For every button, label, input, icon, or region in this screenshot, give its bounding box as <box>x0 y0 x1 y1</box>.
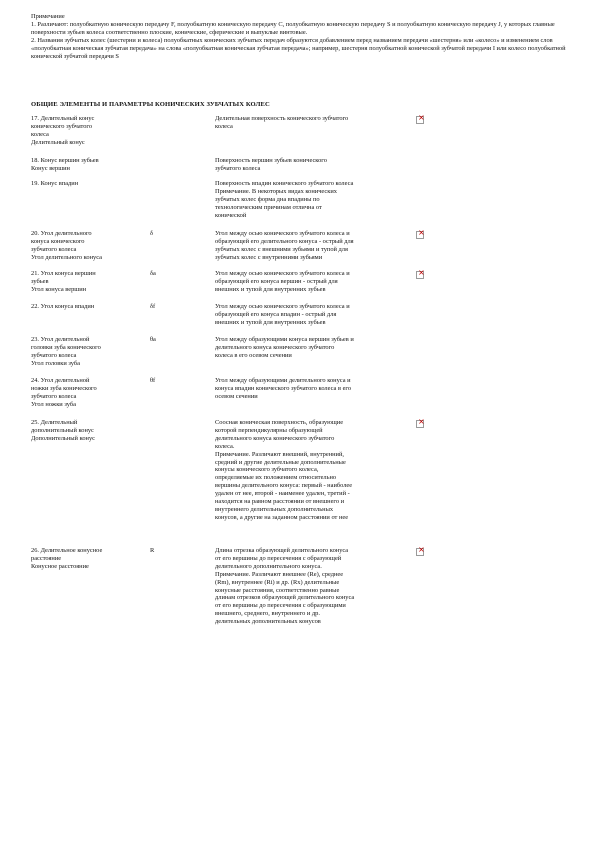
symbol-cell: δa <box>150 270 156 277</box>
definition-cell <box>215 303 410 327</box>
definition-line: внешнего, среднего, внутреннего и др. <box>215 610 320 618</box>
definition-line: зубчатого колеса <box>215 164 261 172</box>
term-line: зубчатого колеса <box>31 351 77 359</box>
definition-line: вершины делительного конуса: первый - наиболее <box>215 482 353 490</box>
term-line: 24. Угол делительной <box>31 377 90 384</box>
symbol-cell: δf <box>150 303 156 310</box>
definition-line: образующей его конуса вершин - острый для <box>215 277 338 285</box>
note-block <box>31 13 571 60</box>
definition-line: Примечание. В некоторых видах конических <box>215 187 337 195</box>
definition-cell <box>215 230 410 262</box>
definition-line: от его вершины до пересечения с образующей <box>215 554 342 562</box>
definition-line: длинам отрезков образующей делительного конуса <box>215 594 355 602</box>
symbol-cell: δ <box>150 230 154 237</box>
definition-line: определяемые их положением относительно <box>215 474 337 482</box>
definition-line: конусы конического зубчатого колеса, <box>215 466 319 474</box>
term-line: расстояние <box>31 554 62 562</box>
definition-line: Примечание. Различают внешний, внутренний, <box>215 450 344 458</box>
definition-line: от его вершины до пересечения с образующими <box>215 602 346 610</box>
definition-line: делительного конуса конического зубчатого <box>215 434 335 442</box>
term-line: 23. Угол делительной <box>31 336 90 343</box>
term-cell <box>31 230 139 262</box>
term-cell <box>31 180 139 188</box>
term-line: 26. Делительное конусное <box>31 547 103 554</box>
term-line: 25. Делительный <box>31 419 78 426</box>
broken-image-icon <box>416 271 424 279</box>
definition-line: Делительная поверхность конического зубчатого <box>215 115 349 122</box>
definition-cell <box>215 377 410 401</box>
note-paragraph-1: 1. Различают: полуобкатную коническую передачу F, полуобкатную коническую передачу С, полуобкатную коническую передачу S и полуобкатную коническую передачу J, у которых главные поверхности зубьев колеса соответственно плоские, конические, сферические и выпуклые винтовые. <box>31 20 555 36</box>
term-cell <box>31 419 139 443</box>
definition-line: конической <box>215 211 247 219</box>
term-line: Конусное расстояние <box>31 562 89 570</box>
term-line: 18. Конус вершин зубьев <box>31 157 99 164</box>
definition-line: Поверхность вершин зубьев конического <box>215 157 327 164</box>
term-line: зубчатого колеса <box>31 392 77 400</box>
definition-cell <box>215 336 410 360</box>
term-line: дополнительный конус <box>31 426 94 434</box>
term-line: колеса <box>31 130 49 138</box>
definition-line: внешних и тупой для внутренних зубьев <box>215 318 326 326</box>
definition-line: конуса впадин конического зубчатого колеса в его <box>215 384 352 392</box>
definition-line: Угол между осью конического зубчатого колеса и <box>215 270 350 277</box>
definition-line: конусов, а другие на заданном расстоянии от нее <box>215 513 349 521</box>
definition-line: делительного дополнительного конуса. <box>215 562 322 570</box>
definition-line: образующей его конуса впадин - острый для <box>215 310 337 318</box>
term-cell <box>31 115 139 147</box>
definition-line: технологическим причинам отлична от <box>215 203 322 211</box>
definition-cell <box>215 419 410 522</box>
definition-line: Угол между образующими конуса вершин зубьев и <box>215 336 354 343</box>
term-line: Угол конуса вершин <box>31 285 87 293</box>
term-line: Угол головки зуба <box>31 359 81 367</box>
note-title: Примечание <box>31 13 65 20</box>
symbol-cell: θa <box>150 336 156 343</box>
definition-line: Угол между образующими делительного конуса и <box>215 377 351 384</box>
term-line: Угол ножки зуба <box>31 400 76 408</box>
definition-line: зубчатых колес с внутренними зубьями <box>215 253 323 261</box>
definition-line: Поверхность впадин конического зубчатого колеса <box>215 180 354 187</box>
term-cell <box>31 377 139 409</box>
definition-line: Угол между осью конического зубчатого колеса и <box>215 303 350 310</box>
definition-line: образующей его делительного конуса - острый для <box>215 237 354 245</box>
definition-line: Примечание. Различают внешнее (Re), среднее <box>215 570 344 578</box>
definition-cell <box>215 180 410 220</box>
definition-line: Угол между осью конического зубчатого колеса и <box>215 230 350 237</box>
definition-line: Соосная коническая поверхность, образующие <box>215 419 344 426</box>
definition-line: Длина отрезка образующей делительного конуса <box>215 547 349 554</box>
term-line: Конус вершин <box>31 164 70 172</box>
term-cell <box>31 270 139 294</box>
term-cell <box>31 336 139 368</box>
term-line: 21. Угол конуса вершин <box>31 270 96 277</box>
term-line: 20. Угол делительного <box>31 230 92 237</box>
definition-line: средний и другие делительные дополнительные <box>215 458 346 466</box>
definition-line: зубчатых колес форма дна впадины по <box>215 195 320 203</box>
definition-cell <box>215 115 410 131</box>
symbol-cell: R <box>150 547 155 554</box>
definition-cell <box>215 547 410 626</box>
definition-line: делительного конуса конического зубчатого <box>215 343 335 351</box>
term-line: зубчатого колеса <box>31 245 77 253</box>
term-line: головки зуба конического <box>31 343 101 351</box>
term-line: 22. Угол конуса впадин <box>31 303 95 310</box>
definition-line: колеса. <box>215 442 235 450</box>
definition-line: которой перпендикулярны образующей <box>215 426 323 434</box>
definition-line: внутреннего делительных дополнительных <box>215 505 334 513</box>
section-heading: ОБЩИЕ ЭЛЕМЕНТЫ И ПАРАМЕТРЫ КОНИЧЕСКИХ ЗУБЧАТЫХ КОЛЕС <box>31 101 270 108</box>
term-line: 19. Конус впадин <box>31 180 79 187</box>
broken-image-icon <box>416 548 424 556</box>
definition-line: конусные расстояния, соответственно равные <box>215 586 340 594</box>
term-line: зубьев <box>31 277 49 285</box>
broken-image-icon <box>416 231 424 239</box>
broken-image-icon <box>416 116 424 124</box>
term-line: Угол делительного конуса <box>31 253 102 261</box>
definition-cell <box>215 157 410 173</box>
term-line: 17. Делительный конус <box>31 115 95 122</box>
definition-line: осевом сечении <box>215 392 258 400</box>
term-line: конического зубчатого <box>31 122 93 130</box>
broken-image-icon <box>416 420 424 428</box>
term-line: Дополнительный конус <box>31 434 96 442</box>
term-cell <box>31 303 139 311</box>
term-line: ножки зуба конического <box>31 384 97 392</box>
definition-line: колеса <box>215 122 233 130</box>
definition-line: (Rm), внутреннее (Ri) и др. (Rx) делительные <box>215 578 340 586</box>
note-paragraph-2: 2. Названия зубчатых колес (шестерни и колеса) полуобкатных конических зубчатых передач образуются добавлением перед названием передачи «шестерня» или «колесо» и изменением слов «полуобкатная коническая зубчатая передача» на слова «полуобкатная коническая зубчатая передача»; например, шестерня полуобкатной конической зубчатой передачи I или колесо полуобкатной конической зубчатой передачи S <box>31 36 566 60</box>
term-cell <box>31 157 139 173</box>
definition-line: делительных дополнительных конусов <box>215 618 321 626</box>
definition-line: колеса в его осевом сечении <box>215 351 292 359</box>
definition-line: внешних и тупой для внутренних зубьев <box>215 285 326 293</box>
definition-line: находится на равном расстоянии от внешнего и <box>215 498 345 506</box>
term-line: Делительный конус <box>31 138 85 146</box>
definition-line: удален от нее, второй - наименее удален, третий - <box>215 490 350 498</box>
symbol-cell: θf <box>150 377 156 384</box>
term-cell <box>31 547 139 571</box>
term-line: конуса конического <box>31 237 85 245</box>
definition-cell <box>215 270 410 294</box>
definition-line: зубчатых колес с внешними зубьями и тупой для <box>215 245 348 253</box>
